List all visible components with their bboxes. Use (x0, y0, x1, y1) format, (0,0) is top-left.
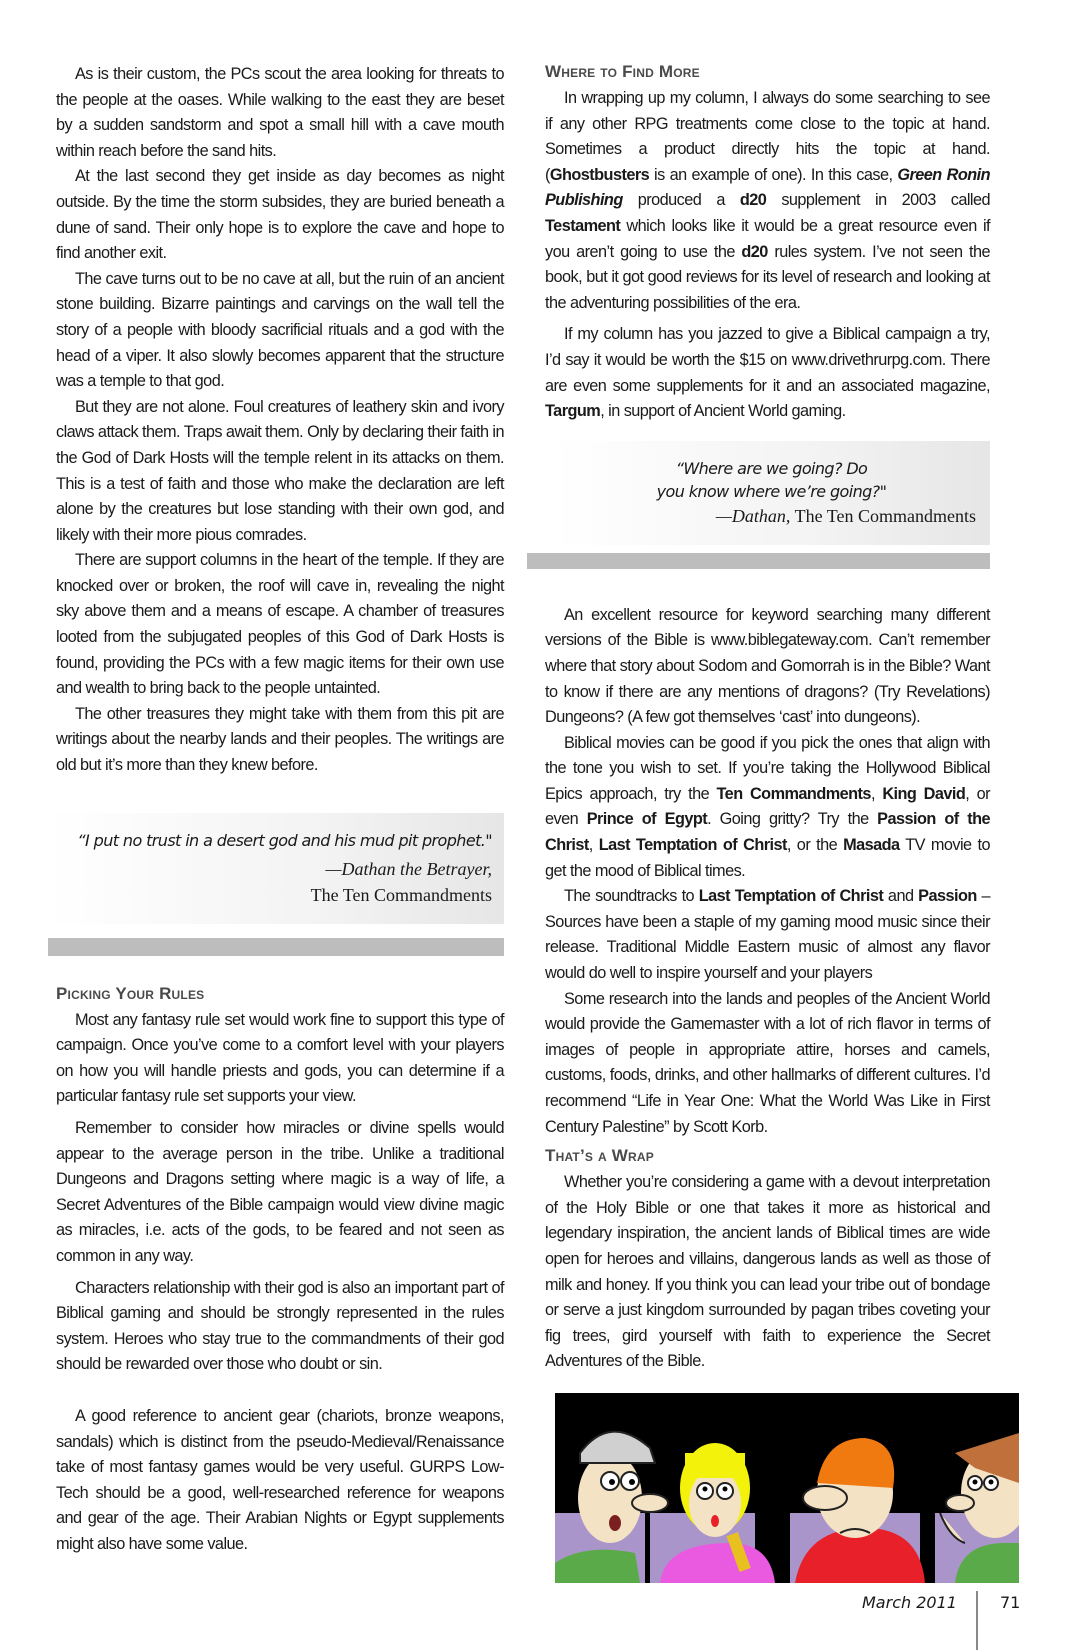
left-column (56, 62, 504, 1564)
paragraph: If my column has you jazzed to give a Biblical campaign a try, I’d say it would be worth the $15 on www.drivethrurpg.com. There are even some supplements for it and an associated magazine, Targum, in support of Ancient World gaming. (545, 325, 990, 421)
cartoon-theater-audience-icon (555, 1393, 1019, 1583)
quote-divider-bar (527, 553, 990, 569)
paragraph: Most any fantasy rule set would work fine to support this type of campaign. Once you’ve come to a comfort level with your players on how you will handle priests and gods, you can determine if a particular fantasy rule set supports your view. (56, 1010, 504, 1106)
section-heading-thats-a-wrap: That’s a Wrap (545, 1146, 654, 1166)
paragraph: But they are not alone. Foul creatures of leathery skin and ivory claws attack them. Traps await them. Only by declaring their faith in the God of Dark Hosts will the temple relent in its attacks on them. This is a test of faith and those who make the declaration are left alone by the creatures but lose standing with their own god, and likely with their more pious comrades. (56, 397, 504, 544)
footer-date: March 2011 (862, 1593, 957, 1612)
page-number: 71 (1000, 1593, 1021, 1612)
quote-text-line-1: “Where are we going? Do (675, 458, 868, 478)
pull-quote (48, 813, 504, 924)
quote-text-line-2: you know where we’re going?" (656, 481, 887, 501)
right-column (545, 62, 990, 1381)
cartoon-illustration (555, 1393, 1019, 1583)
paragraph: In wrapping up my column, I always do some searching to see if any other RPG treatments come close to the topic at hand. Sometimes a product directly hits the topic at hand. (Ghostbusters is an example of one). In this case, Green Ronin Publishing produced a d20 supplement in 2003 called Testament which looks like it would be a great resource even if you aren’t going to use the d20 rules system. I’ve not seen the book, but it got good reviews for its level of research and looking at the adventuring possibilities of the era. (545, 89, 990, 312)
paragraph: An excellent resource for keyword searching many different versions of the Bible is www.biblegateway.com. Can’t remember where that story about Sodom and Gomorrah is in the Bible? Want to know if there are any mentions of dragons? (Try Revelations) Dungeons? (A few got themselves ‘cast’ into dungeons). (545, 605, 990, 727)
quote-attribution-name: —Dathan the Betrayer, (325, 858, 492, 879)
paragraph: At the last second they get inside as day becomes as night outside. By the time the storm subsides, they are buried beneath a dune of sand. Their only hope is to explore the cave and hope to find another exit. (56, 167, 504, 263)
quote-attribution: —Dathan, The Ten Commandments (715, 505, 976, 526)
paragraph: Remember to consider how miracles or divine spells would appear to the average person in the tribe. Unlike a traditional Dungeons and Dragons setting where magic is a way of life, a Secret Adventures of the Bible campaign would view divine magic as miracles, i.e. acts of the gods, to be feared and not seen as common in any way. (56, 1119, 504, 1265)
footer-divider (976, 1591, 978, 1650)
paragraph: As is their custom, the PCs scout the area looking for threats to the people at the oases. While walking to the east they are beset by a sudden sandstorm and spot a small hill with a cave mouth within reach before the sand hits. (56, 65, 504, 160)
section-heading-where-to-find-more: Where to Find More (545, 62, 700, 81)
pull-quote (555, 441, 990, 545)
paragraph: The soundtracks to Last Temptation of Christ and Passion – Sources have been a staple of my gaming mood music since their release. Traditional Middle Eastern music of almost any flavor would do well to inspire yourself and your players (545, 887, 990, 983)
quote-text: “I put no trust in a desert god and his mud pit prophet." (77, 830, 492, 850)
paragraph: A good reference to ancient gear (chariots, bronze weapons, sandals) which is distinct from the pseudo-Medieval/Renaissance take of most fantasy games would be very useful. GURPS Low-Tech should be a good, well-researched reference for weapons and gear of the age. Their Arabian Nights or Egypt supplements might also have some value. (56, 1406, 504, 1553)
paragraph: The cave turns out to be no cave at all, but the ruin of an ancient stone building. Bizarre paintings and carvings on the wall tell the story of a people with bloody sacrificial rituals and a god with the head of a viper. It also slowly becomes apparent that the structure was a temple to that god. (56, 269, 504, 391)
quote-attribution-source: The Ten Commandments (310, 884, 492, 905)
paragraph: Whether you’re considering a game with a devout interpretation of the Holy Bible or one that takes it more as historical and legendary inspiration, the ancient lands of Biblical times are wide open for heroes and villains, dangerous lands as well as those of milk and honey. If you think you can lead your tribe out of bondage or serve a just kingdom surrounded by pagan tribes coveting your fig trees, gird yourself with faith to experience the Secret Adventures of the Bible. (545, 1173, 990, 1371)
paragraph: Characters relationship with their god is also an important part of Biblical gaming and should be strongly represented in the rules system. Heroes who stay true to the commandments of their god should be rewarded over those who doubt or sin. (56, 1278, 504, 1374)
paragraph: The other treasures they might take with them from this pit are writings about the nearby lands and their peoples. The writings are old but it’s more than they knew before. (56, 704, 504, 775)
paragraph: Some research into the lands and peoples of the Ancient World would provide the Gamemaster with a lot of rich flavor in terms of images of people in appropriate attire, horses and camels, customs, foods, drinks, and other hallmarks of different cultures. I’d recommend “Life in Year One: What the World Was Like in First Century Palestine” by Scott Korb. (545, 989, 990, 1136)
section-heading-picking-your-rules: Picking Your Rules (56, 983, 205, 1003)
paragraph: There are support columns in the heart of the temple. If they are knocked over or broken, the roof will cave in, revealing the night sky above them and a means of escape. A chamber of treasures looted from the subjugated peoples of this God of Dark Hosts is found, providing the PCs with a few magic items for their own use and wealth to bring back to the people untainted. (56, 551, 504, 698)
quote-divider-bar (48, 938, 504, 956)
paragraph: Biblical movies can be good if you pick the ones that align with the tone you wish to set. If you’re taking the Hollywood Biblical Epics approach, try the Ten Commandments, King David, or even Prince of Egypt. Going gritty? Try the Passion of the Christ, Last Temptation of Christ, or the Masada TV movie to get the mood of Biblical times. (545, 733, 991, 880)
